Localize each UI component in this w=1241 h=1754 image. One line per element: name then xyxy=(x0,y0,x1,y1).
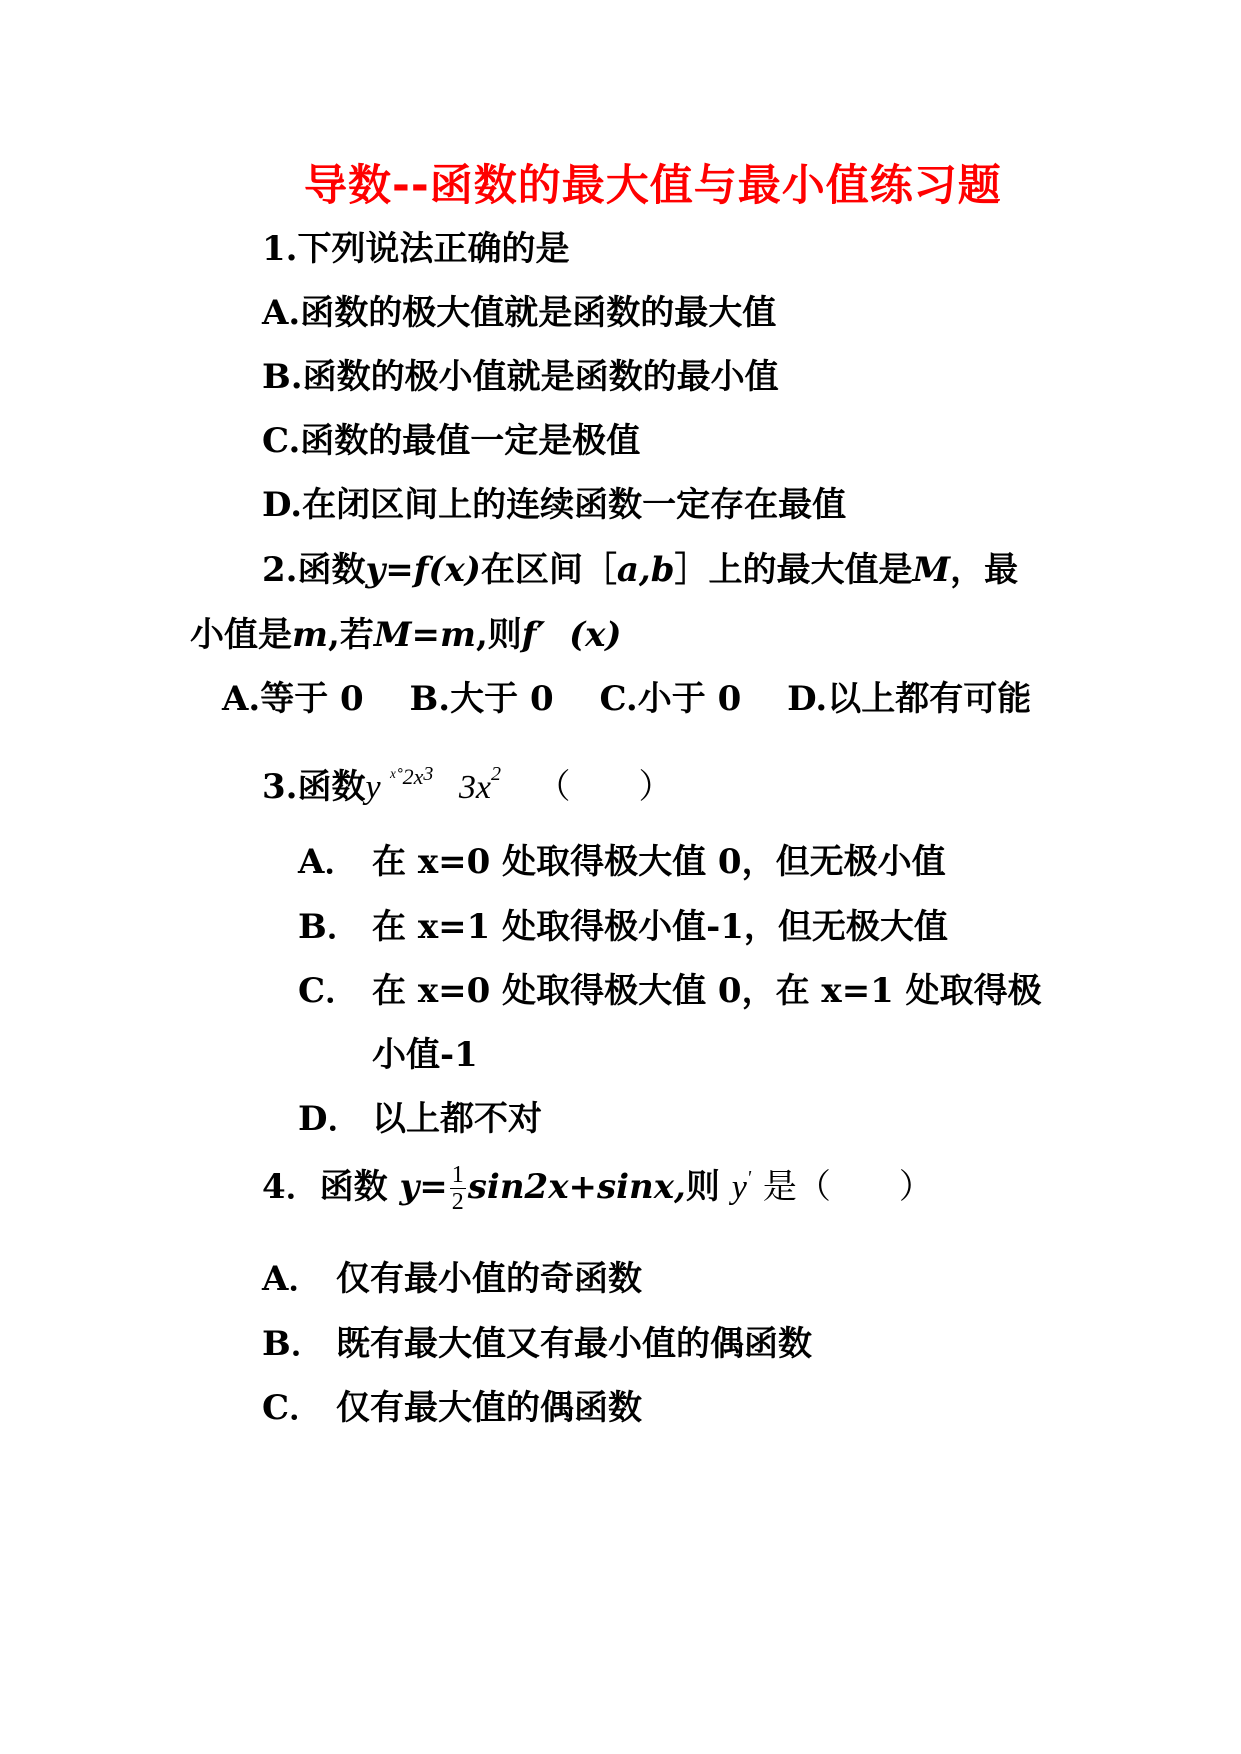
q4-option-b xyxy=(262,1324,812,1364)
q3-stem xyxy=(262,764,673,805)
q2-mid2: ］上的最大值是 xyxy=(674,550,913,590)
q4-fraction xyxy=(450,1162,466,1216)
q2-argument: (x) xyxy=(569,615,622,655)
q2-stem-line1 xyxy=(262,550,1019,590)
q3-option-b xyxy=(298,907,948,947)
q3-option-d-label: D． xyxy=(298,1099,362,1139)
q4-yprime xyxy=(731,1166,752,1206)
q4-end: 是（ ） xyxy=(762,1166,933,1207)
q2-function: y=f(x) xyxy=(365,550,481,590)
q3-option-b-label: B． xyxy=(298,907,361,947)
q3-formula-mid: ˣ˚2x xyxy=(389,764,424,789)
q3-option-a-text: 在 x=0 处取得极大值 0，但无极小值 xyxy=(372,842,946,882)
q3-option-d xyxy=(298,1099,542,1139)
q4-stem xyxy=(262,1162,933,1216)
q2-equation: M=m xyxy=(373,615,476,655)
q3-formula xyxy=(365,763,502,806)
q4-fraction-numerator: 1 xyxy=(451,1162,464,1188)
document-title: 导数--函数的最大值与最小值练习题 xyxy=(304,161,1002,211)
q2-prefix: 2.函数 xyxy=(262,550,366,590)
q3-option-b-text: 在 x=1 处取得极小值-1，但无极大值 xyxy=(372,907,948,947)
q1-option-b: B.函数的极小值就是函数的最小值 xyxy=(262,357,779,397)
q4-option-c xyxy=(262,1388,642,1428)
q1-option-c: C.函数的最值一定是极值 xyxy=(262,421,641,461)
q2-line2-prefix: 小值是 xyxy=(190,615,292,655)
q3-option-d-text: 以上都不对 xyxy=(372,1099,542,1139)
q2-line2-mid2: ,则 xyxy=(475,615,522,655)
q4-prefix: 4．函数 xyxy=(262,1166,388,1207)
q4-option-c-text: 仅有最大值的偶函数 xyxy=(336,1388,642,1428)
q2-max-symbol: M xyxy=(912,550,951,590)
q1-option-a: A.函数的极大值就是函数的最大值 xyxy=(262,293,777,333)
q4-y-eq: y= xyxy=(399,1166,448,1207)
q4-yprime-y: y xyxy=(731,1168,747,1206)
q4-then: 则 xyxy=(685,1166,720,1207)
q1-option-d: D.在闭区间上的连续函数一定存在最值 xyxy=(262,485,847,525)
q2-line1-end: ，最 xyxy=(950,550,1019,590)
q4-option-a-text: 仅有最小值的奇函数 xyxy=(336,1259,642,1299)
q2-line2-mid: ,若 xyxy=(327,615,374,655)
q4-option-c-label: C． xyxy=(262,1388,324,1428)
q4-option-a-label: A． xyxy=(262,1259,323,1299)
q4-expression: sin2x+sinx, xyxy=(467,1166,686,1207)
q3-prefix: 3.函数 xyxy=(262,767,366,807)
q3-option-c-text: 在 x=0 处取得极大值 0，在 x=1 处取得极 xyxy=(372,971,1042,1011)
q3-option-c-cont-text: 小值-1 xyxy=(372,1035,478,1075)
q3-formula-exp1: 3 xyxy=(423,763,434,785)
q2-mid: 在区间［ xyxy=(480,550,617,590)
q1-stem: 1.下列说法正确的是 xyxy=(262,229,570,269)
q3-option-a-label: A． xyxy=(298,842,359,882)
q4-fraction-denominator: 2 xyxy=(451,1189,464,1216)
q4-option-b-text: 既有最大值又有最小值的偶函数 xyxy=(336,1324,812,1364)
q3-option-c-label: C． xyxy=(298,971,360,1011)
q2-interval: a,b xyxy=(616,550,675,590)
q2-options: A.等于 0 B.大于 0 C.小于 0 D.以上都有可能 xyxy=(222,679,1032,719)
q4-option-a xyxy=(262,1259,642,1299)
q2-min-symbol: m xyxy=(292,615,328,655)
q3-option-a xyxy=(298,842,946,882)
q2-derivative: f′ xyxy=(521,615,546,655)
q4-yprime-mark: ' xyxy=(746,1166,752,1189)
q3-answer-paren: （ ） xyxy=(536,767,673,807)
q3-formula-y: y xyxy=(365,769,381,806)
q4-option-b-label: B． xyxy=(262,1324,325,1364)
q3-option-c-cont xyxy=(298,1035,478,1075)
q3-option-c xyxy=(298,971,1042,1011)
q2-stem-line2 xyxy=(190,615,622,655)
q3-formula-term2: 3x xyxy=(458,769,491,806)
q3-formula-exp2: 2 xyxy=(491,763,501,785)
